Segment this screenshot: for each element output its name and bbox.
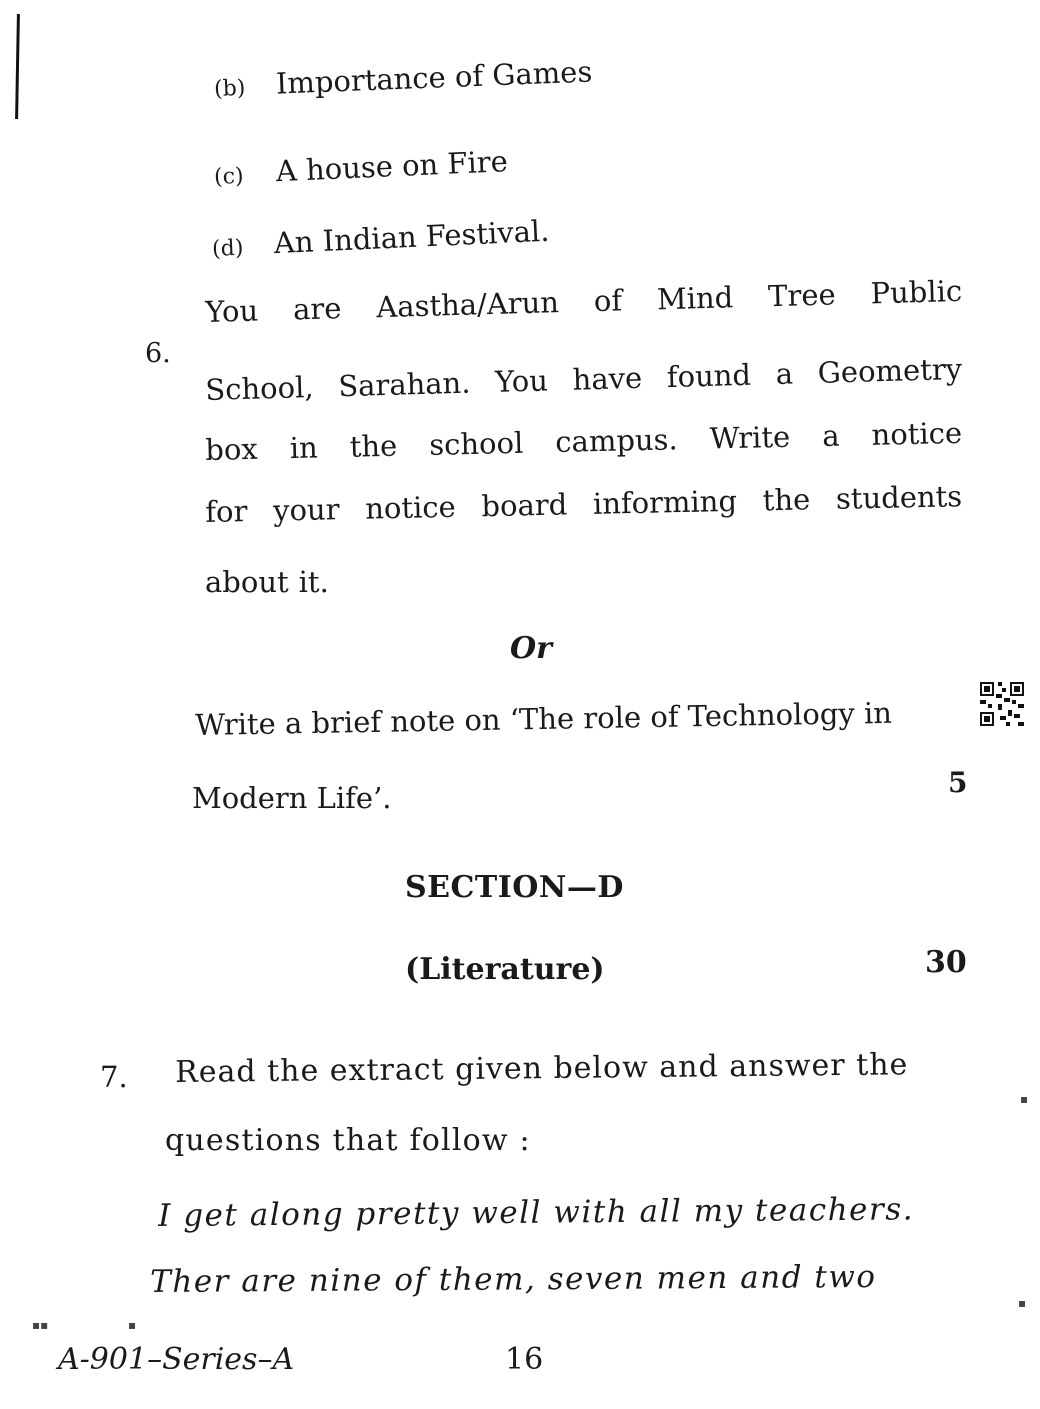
section-marks: 30 xyxy=(925,945,967,980)
word: a xyxy=(821,418,840,453)
option-b xyxy=(213,54,593,102)
qr-code-icon xyxy=(978,680,1026,728)
option-letter: (d) xyxy=(211,235,244,262)
word: board xyxy=(481,487,568,524)
word: box xyxy=(204,431,259,467)
scan-speck: ▪ xyxy=(1020,1092,1029,1106)
word: School, xyxy=(204,369,315,407)
section-title: SECTION—D xyxy=(405,870,624,905)
word: notice xyxy=(871,415,963,452)
word: found xyxy=(666,357,752,395)
word: a xyxy=(775,356,794,392)
word: campus. xyxy=(554,422,679,460)
word: about xyxy=(205,565,289,599)
option-text: A house on Fire xyxy=(275,144,509,189)
word: Public xyxy=(870,273,963,311)
question-6-line-3 xyxy=(204,415,963,467)
question-6-line-1 xyxy=(204,273,963,329)
word: are xyxy=(292,291,342,327)
word: for xyxy=(204,494,248,529)
question-6-number: 6. xyxy=(145,338,171,369)
question-7-number: 7. xyxy=(100,1060,128,1094)
word: Write xyxy=(709,419,791,456)
option-text: Importance of Games xyxy=(275,54,593,101)
word: notice xyxy=(364,489,457,526)
option-letter: (c) xyxy=(213,163,245,190)
option-text: An Indian Festival. xyxy=(273,213,551,261)
word: the xyxy=(349,428,398,464)
scan-speck: ▪ xyxy=(128,1318,137,1332)
question-6-marks: 5 xyxy=(948,766,968,799)
word: school xyxy=(428,425,524,462)
question-6-line-2 xyxy=(204,351,963,407)
question-6-text xyxy=(204,273,963,608)
extract-line-2: Ther are nine of them, seven men and two xyxy=(150,1258,877,1300)
page-number: 16 xyxy=(505,1342,544,1377)
scan-speck: ▪▪ xyxy=(32,1318,49,1332)
word: the xyxy=(762,482,811,518)
question-6-line-5 xyxy=(205,565,329,599)
question-6-alt-line-2: Modern Life’. xyxy=(192,781,392,815)
paper-code: A-901–Series–A xyxy=(58,1342,295,1377)
question-6-alt-line-1: Write a brief note on ‘The role of Technology in xyxy=(195,695,893,742)
word: students xyxy=(835,479,963,516)
word: You xyxy=(204,293,259,329)
word: Tree xyxy=(767,277,837,314)
or-separator: Or xyxy=(510,631,552,666)
word: Sarahan. xyxy=(337,365,471,404)
question-7-line-1: Read the extract given below and answer the xyxy=(175,1047,909,1090)
word: informing xyxy=(592,483,738,521)
word: Geometry xyxy=(817,351,963,390)
question-6-line-4 xyxy=(204,479,963,529)
margin-rule xyxy=(15,14,20,119)
question-7-line-2: questions that follow : xyxy=(165,1123,531,1158)
word: in xyxy=(289,430,319,466)
extract-line-1: I get along pretty well with all my teachers. xyxy=(158,1191,915,1234)
option-d xyxy=(211,213,551,262)
scan-speck: ▪ xyxy=(1018,1296,1027,1310)
word: of xyxy=(593,283,623,319)
option-c xyxy=(213,144,509,190)
word: You xyxy=(494,363,549,399)
word: Aastha/Arun xyxy=(375,285,560,325)
word: it. xyxy=(298,565,329,599)
option-letter: (b) xyxy=(213,75,246,102)
word: have xyxy=(572,360,643,397)
word: your xyxy=(272,492,340,528)
word: Mind xyxy=(656,280,734,317)
section-subtitle: (Literature) xyxy=(405,952,605,987)
